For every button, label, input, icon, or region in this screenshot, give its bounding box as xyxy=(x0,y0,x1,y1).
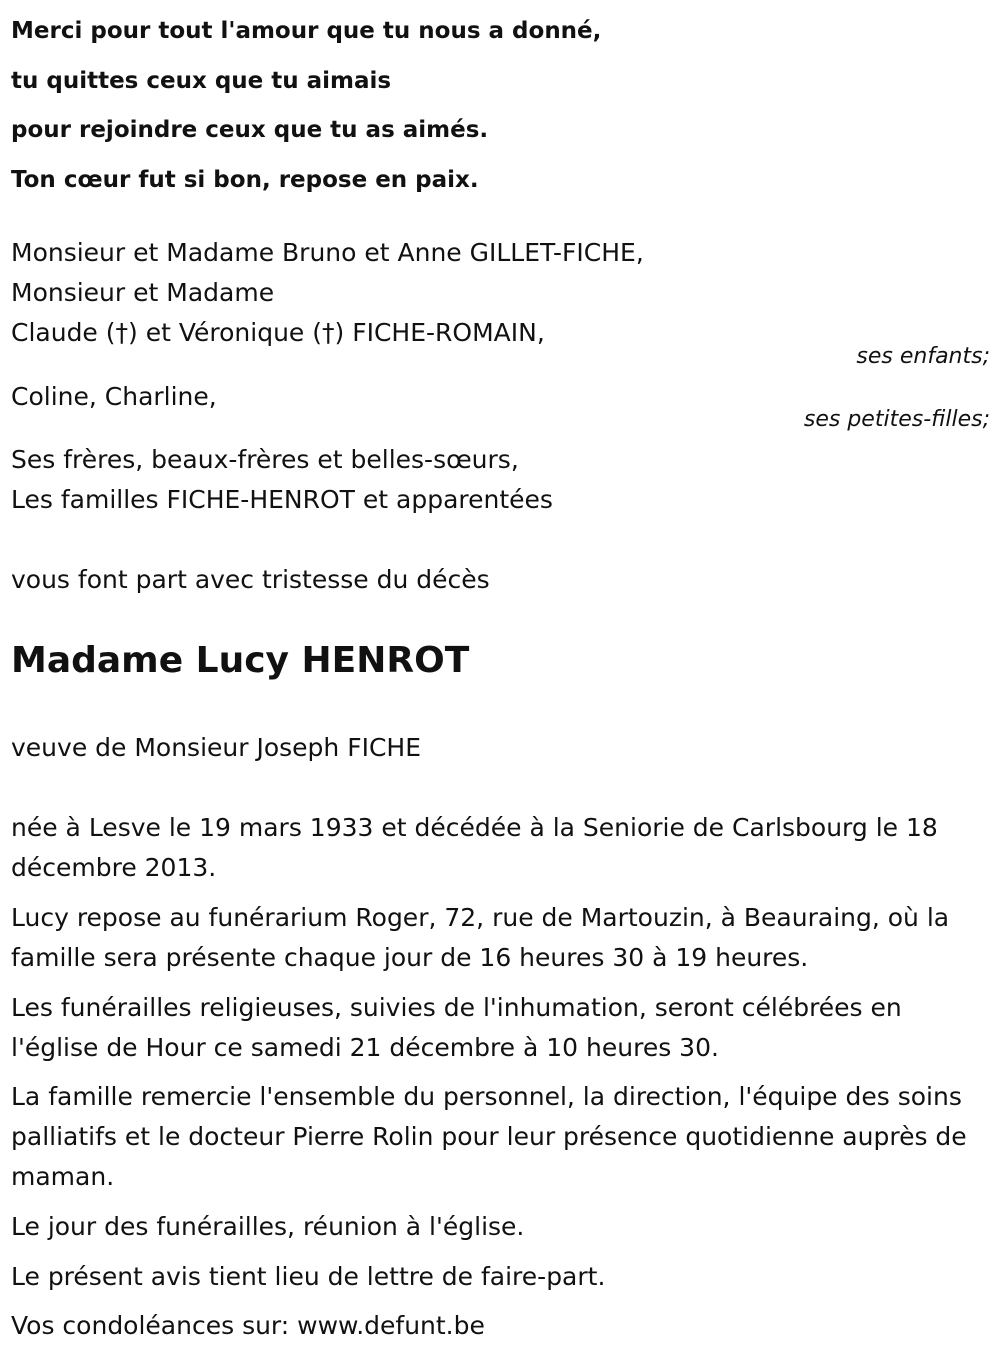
grandchildren-line: Coline, Charline, xyxy=(11,382,217,411)
children-relation: ses enfants; xyxy=(856,344,990,369)
poem-line: tu quittes ceux que tu aimais xyxy=(11,67,392,94)
poem-line: pour rejoindre ceux que tu as aimés. xyxy=(11,117,489,143)
funeral-paragraph: Les funérailles religieuses, suivies de l'inhumation, seront célébrées en l'église de Hour ce samedi 21 décembre à 10 heures 30. xyxy=(11,993,902,1062)
family-line: Ses frères, beaux-frères et belles-sœurs, xyxy=(11,445,519,474)
funerarium-paragraph: Lucy repose au funérarium Roger, 72, rue de Martouzin, à Beauraing, où la famille sera présente chaque jour de 16 heures 30 à 19 heures. xyxy=(11,903,950,972)
grandchildren-relation: ses petites-filles; xyxy=(803,407,990,432)
deceased-name: Madame Lucy HENROT xyxy=(11,640,470,681)
children-list xyxy=(11,233,990,353)
birth-death-paragraph: née à Lesve le 19 mars 1933 et décédée à la Seniorie de Carlsbourg le 18 décembre 2013. xyxy=(11,813,938,882)
notice-paragraph: Le présent avis tient lieu de lettre de faire-part. xyxy=(11,1262,606,1291)
announcement: vous font part avec tristesse du décès xyxy=(11,565,490,594)
poem xyxy=(11,7,990,205)
widow-of: veuve de Monsieur Joseph FICHE xyxy=(11,733,422,762)
poem-line: Ton cœur fut si bon, repose en paix. xyxy=(11,166,479,193)
family-line: Les familles FICHE-HENROT et apparentées xyxy=(11,485,553,514)
children-line: Claude (†) et Véronique (†) FICHE-ROMAIN, xyxy=(11,318,545,347)
poem-line: Merci pour tout l'amour que tu nous a donné, xyxy=(11,18,602,44)
children-line: Monsieur et Madame xyxy=(11,278,275,307)
meeting-paragraph: Le jour des funérailles, réunion à l'église. xyxy=(11,1212,525,1241)
family-list xyxy=(11,440,990,520)
thanks-paragraph: La famille remercie l'ensemble du personnel, la direction, l'équipe des soins palliatifs et le docteur Pierre Rolin pour leur présence quotidienne auprès de maman. xyxy=(11,1082,967,1191)
condolences-paragraph: Vos condoléances sur: www.defunt.be xyxy=(11,1311,485,1340)
children-line: Monsieur et Madame Bruno et Anne GILLET-FICHE, xyxy=(11,238,644,267)
